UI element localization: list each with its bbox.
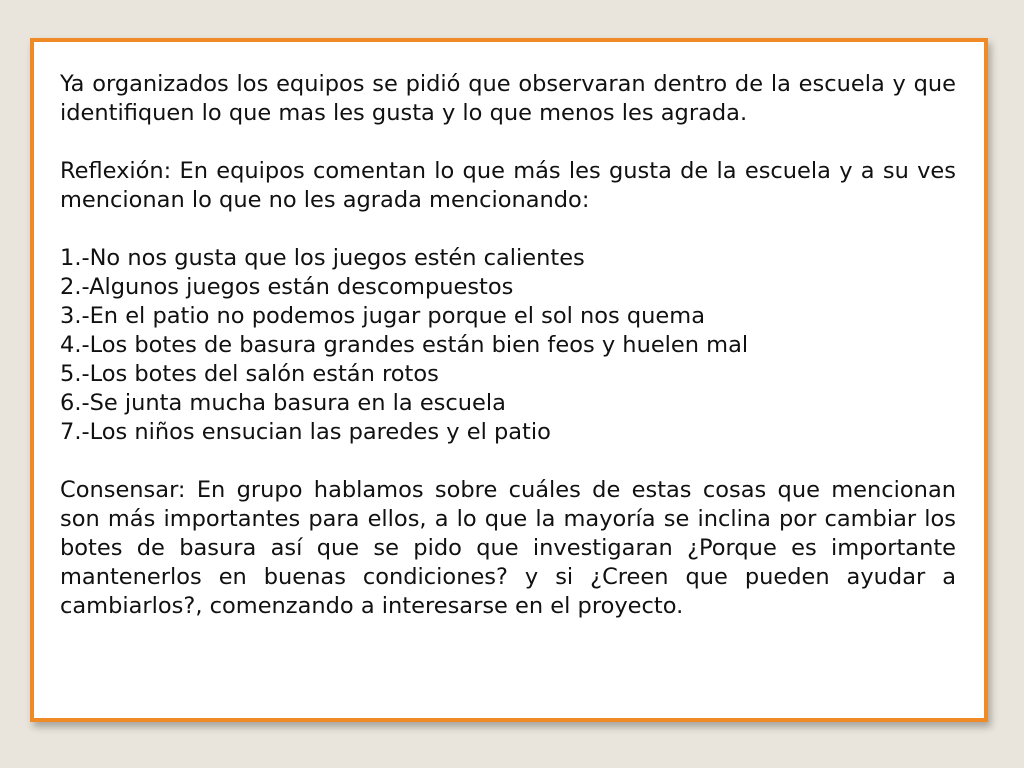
list-item: 6.-Se junta mucha basura en la escuela: [60, 390, 506, 416]
slide-card: [30, 38, 988, 722]
list-item: 1.-No nos gusta que los juegos estén calientes: [60, 245, 585, 271]
paragraph-spacer: [60, 215, 956, 244]
paragraph-spacer: [60, 128, 956, 157]
list-item: 2.-Algunos juegos están descompuestos: [60, 274, 514, 300]
dislikes-list: [60, 244, 956, 447]
consensus-paragraph: Consensar: En grupo hablamos sobre cuáles de estas cosas que mencionan son más importantes para ellos, a lo que la mayoría se inclina por cambiar los botes de basura así que se pido que investigaran ¿Porque es importante mantenerlos en buenas condiciones? y si ¿Creen que pueden ayudar a cambiarlos?, comenzando a interesarse en el proyecto.: [60, 477, 956, 619]
list-item: 5.-Los botes del salón están rotos: [60, 361, 439, 387]
list-item: 7.-Los niños ensucian las paredes y el patio: [60, 419, 551, 445]
reflection-paragraph: Reflexión: En equipos comentan lo que más les gusta de la escuela y a su ves mencionan lo que no les agrada mencionando:: [60, 158, 956, 213]
intro-paragraph: Ya organizados los equipos se pidió que observaran dentro de la escuela y que identifiquen lo que mas les gusta y lo que menos les agrada.: [60, 71, 956, 126]
list-item: 4.-Los botes de basura grandes están bien feos y huelen mal: [60, 332, 749, 358]
slide-content: [60, 70, 956, 621]
paragraph-spacer: [60, 447, 956, 476]
list-item: 3.-En el patio no podemos jugar porque el sol nos quema: [60, 303, 705, 329]
